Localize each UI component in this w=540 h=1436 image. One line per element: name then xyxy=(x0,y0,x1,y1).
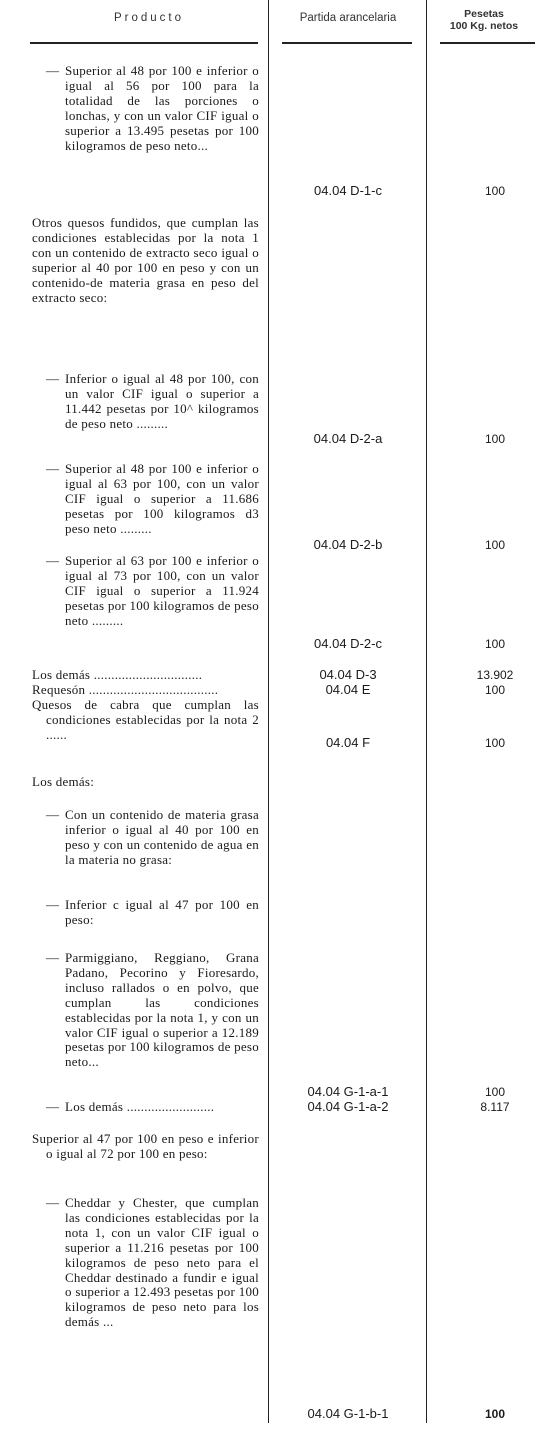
column-divider-2 xyxy=(426,0,427,1423)
row-code: 04.04 G-1-b-1 xyxy=(307,1406,389,1421)
header-producto: Producto xyxy=(113,12,185,24)
header-rule xyxy=(440,42,535,44)
row-value: 100 xyxy=(484,538,506,552)
row-value: 100 xyxy=(484,1085,506,1099)
row-code: 04.04 E xyxy=(325,682,371,697)
row-description: Otros quesos fundidos, que cumplan las condiciones establecidas por la nota 1 con un contenido de extracto seco igual o superior al 40 por 100 en peso y con un contenido-de materia grasa en peso del extracto seco: xyxy=(32,215,259,305)
row-dash: — xyxy=(46,1195,59,1210)
row-description: Parmiggiano, Reggiano, Grana Padano, Pecorino y Fioresardo, incluso rallados o en polvo, que cumplan las condiciones establecidas por la nota 1, y con un valor CIF igual o superior a 12.189 pesetas por 100 kilogramos de peso neto... xyxy=(65,950,259,1070)
row-dash: — xyxy=(46,371,59,386)
row-value: 13.902 xyxy=(476,668,514,682)
column-divider-1 xyxy=(268,0,269,1423)
header-pesetas-sub: 100 Kg. netos xyxy=(449,20,519,32)
row-code: 04.04 D-1-c xyxy=(314,183,382,198)
row-value: 100 xyxy=(484,736,506,750)
row-value: 100 xyxy=(484,683,506,697)
row-value: 8.117 xyxy=(480,1100,510,1114)
row-value: 100 xyxy=(484,432,506,446)
row-dash: — xyxy=(46,1099,59,1114)
row-description: Inferior o igual al 48 por 100, con un valor CIF igual o superior a 11.442 pesetas por 10^ kilogramos de peso neto ......... xyxy=(65,371,259,431)
row-description: Superior al 48 por 100 e inferior o igual al 63 por 100, con un valor CIF igual o superior a 11.686 pesetas por 100 kilogramos d3 peso neto ......... xyxy=(65,461,259,536)
row-description: Superior al 63 por 100 e inferior o igual al 73 por 100, con un valor CIF igual o superior a 11.924 pesetas por 100 kilogramos de peso neto ......... xyxy=(65,553,259,628)
row-description: Los demás ......................... xyxy=(65,1100,215,1114)
row-description: Superior al 48 por 100 e inferior o igual al 56 por 100 para la totalidad de las porciones o lonchas, y con un valor CIF igual o superior a 13.495 pesetas por 100 kilogramos de peso neto... xyxy=(65,63,259,153)
header-rule xyxy=(30,42,258,44)
row-description: Cheddar y Chester, que cumplan las condiciones establecidas por la nota 1, con un valor CIF igual o superior a 11.216 pesetas por 100 kilogramos de peso neto para el Cheddar destinado a fundir e igual o superior a 12.493 pesetas por 100 kilogramos de peso neto para los demás ... xyxy=(65,1195,259,1330)
row-dash: — xyxy=(46,461,59,476)
row-code: 04.04 F xyxy=(325,735,371,750)
row-code: 04.04 D-3 xyxy=(319,667,377,682)
row-code: 04.04 D-2-b xyxy=(313,537,383,552)
row-description: Los demás: xyxy=(32,774,95,789)
row-dash: — xyxy=(46,553,59,568)
row-value: 100 xyxy=(484,637,506,651)
row-description: Con un contenido de materia grasa inferior o igual al 40 por 100 en peso y con un contenido de agua en la materia no grasa: xyxy=(65,807,259,867)
header-partida: Partida arancelaria xyxy=(299,12,397,24)
header-pesetas-label: Pesetas xyxy=(464,8,504,20)
row-code: 04.04 G-1-a-2 xyxy=(307,1099,389,1114)
row-description: Los demás ............................... xyxy=(32,668,203,682)
row-value: 100 xyxy=(484,1407,506,1421)
row-code: 04.04 D-2-a xyxy=(313,431,383,446)
header-rule xyxy=(282,42,412,44)
row-dash: — xyxy=(46,897,59,912)
row-description: Requesón ..................................... xyxy=(32,683,219,697)
row-value: 100 xyxy=(484,184,506,198)
row-code: 04.04 G-1-a-1 xyxy=(307,1084,389,1099)
row-description: Quesos de cabra que cumplan las condiciones establecidas por la nota 2 ...... xyxy=(32,697,259,742)
row-code: 04.04 D-2-c xyxy=(314,636,382,651)
row-dash: — xyxy=(46,63,59,78)
row-description: Superior al 47 por 100 en peso e inferior o igual al 72 por 100 en peso: xyxy=(32,1131,259,1161)
row-dash: — xyxy=(46,807,59,822)
row-dash: — xyxy=(46,950,59,965)
row-description: Inferior c igual al 47 por 100 en peso: xyxy=(65,897,259,927)
header-pesetas xyxy=(428,8,540,32)
